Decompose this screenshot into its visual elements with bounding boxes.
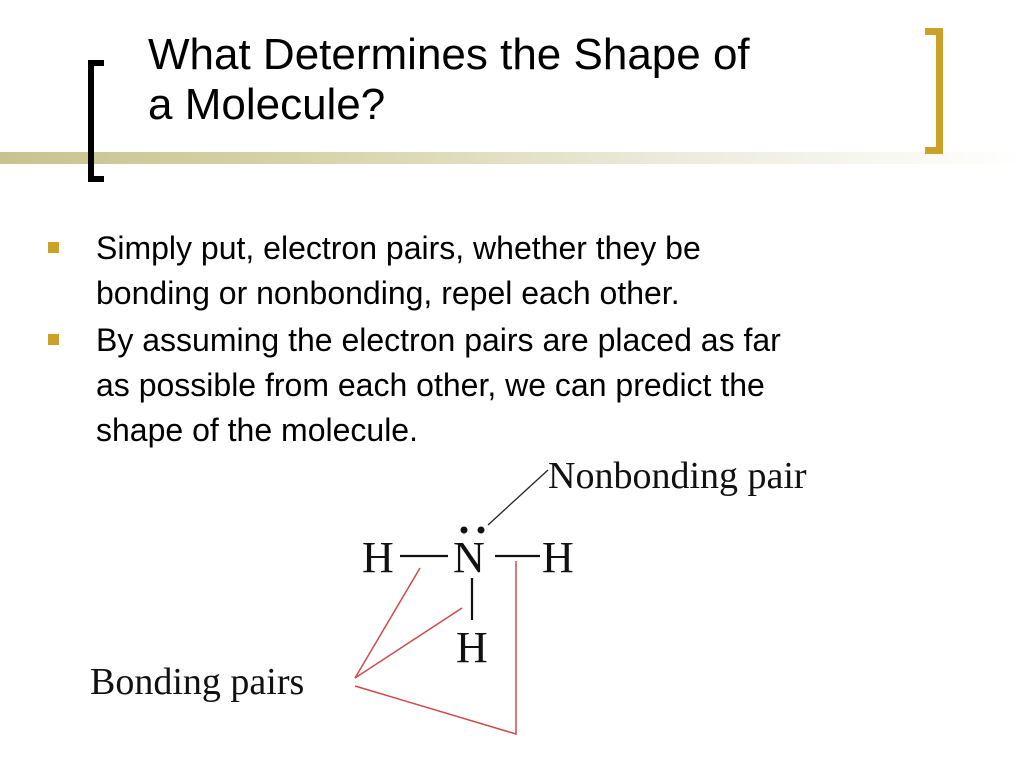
atom-h-bottom: H: [456, 623, 488, 672]
nonbonding-pointer-line: [488, 470, 548, 525]
slide-title: What Determines the Shape of a Molecule?: [148, 30, 750, 129]
square-bullet-icon: [48, 242, 59, 253]
pointer-line-bottom-bond: [355, 608, 462, 678]
bullet-text-1: Simply put, electron pairs, whether they be bonding or nonbonding, repel each other.: [96, 230, 701, 311]
ammonia-lewis-diagram: [80, 448, 900, 748]
pointer-line-left-bond: [355, 568, 420, 678]
title-underline-bar: [0, 152, 1024, 164]
square-bullet-icon: [48, 334, 59, 345]
nonbonding-pair-label: Nonbonding pair: [548, 455, 807, 497]
lone-pair-dot-1: [461, 527, 468, 534]
pointer-line-right-bond: [355, 561, 516, 734]
bullet-list: [44, 226, 984, 455]
atom-h-right: H: [542, 533, 574, 582]
bullet-item-1: [44, 226, 984, 316]
bonding-pairs-label: Bonding pairs: [90, 661, 305, 703]
bonding-pair-pointers: [355, 561, 516, 734]
left-bracket-decoration: [88, 60, 104, 182]
atom-n-center: N: [453, 533, 485, 582]
atom-h-left: H: [362, 533, 394, 582]
right-bracket-decoration: [925, 28, 943, 154]
bullet-text-2: By assuming the electron pairs are placed as far as possible from each other, we can predict the shape of the molecule.: [96, 322, 781, 448]
bullet-item-2: [44, 318, 984, 453]
lone-pair-dot-2: [478, 527, 485, 534]
